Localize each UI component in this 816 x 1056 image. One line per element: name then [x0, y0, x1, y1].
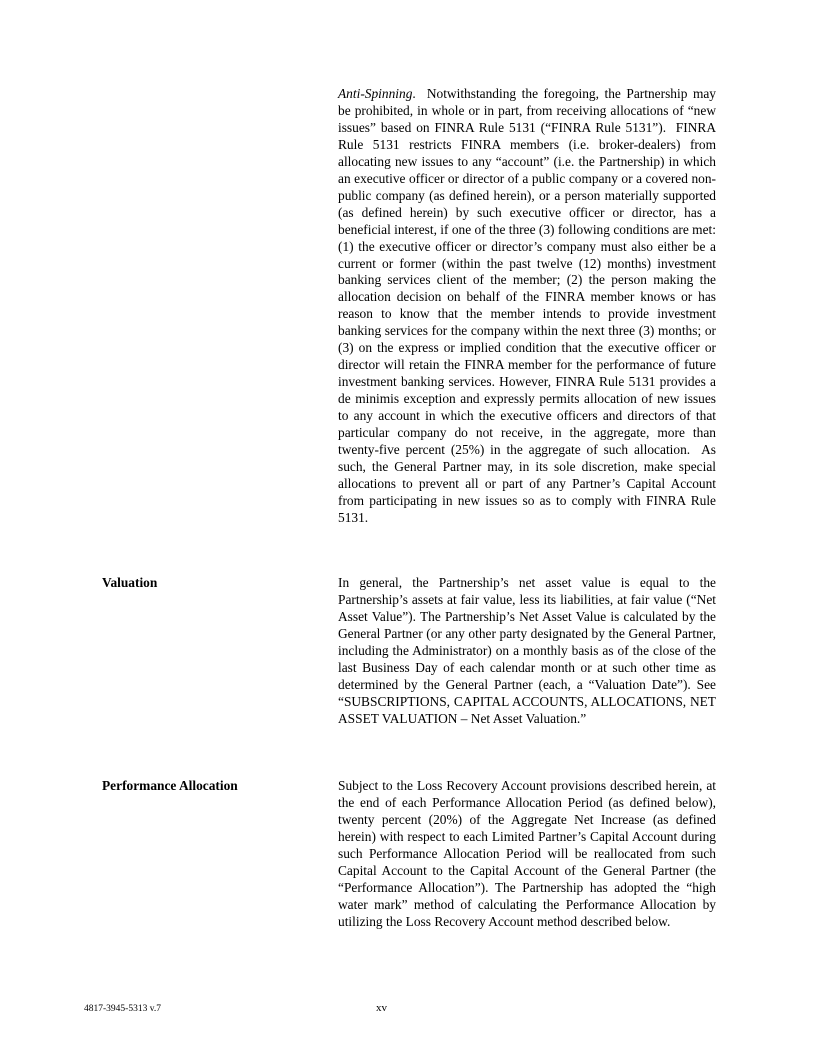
document-id: 4817-3945-5313 v.7	[84, 1004, 161, 1014]
valuation-paragraph: In general, the Partnership’s net asset value is equal to the Partnership’s assets at fair value, less its liabilities, at fair value (“Net Asset Value”). The Partnership’s Net Asset Value is calculated by the General Partner (or any other party designated by the General Partner, including the Administrator) on a monthly basis as of the close of the last Business Day of each calendar month or at such other time as determined by the General Partner (each, a “Valuation Date”). See “SUBSCRIPTIONS, CAPITAL ACCOUNTS, ALLOCATIONS, NET ASSET VALUATION – Net Asset Valuation.”	[338, 575, 716, 726]
anti-spinning-heading: Anti-Spinning	[338, 86, 413, 101]
performance-allocation-label: Performance Allocation	[102, 778, 238, 793]
anti-spinning-paragraph	[338, 86, 723, 527]
anti-spinning-body: Notwithstanding the foregoing, the Partnership may be prohibited, in whole or in part, from receiving allocations of “new issues” based on FINRA Rule 5131 (“FINRA Rule 5131”). FINRA Rule 5131 restricts FINRA members (i.e. broker-dealers) from allocating new issues to any “account” (i.e. the Partnership) in which an executive officer or director of a public company or a covered non-public company (as defined herein), or a person materially supported (as defined herein) by such executive officer or director, has a beneficial interest, if one of the three (3) following conditions are met: (1) the executive officer or director’s company must also either be a current or former (within the past twelve (12) months) investment banking services client of the member; (2) the person making the allocation decision on behalf of the FINRA member knows or has reason to know that the member intends to provide investment banking services for the company within the next three (3) months; or (3) on the express or implied condition that the executive officer or director will retain the FINRA member for the performance of future investment banking services. However, FINRA Rule 5131 provides a de minimis exception and expressly permits allocation of new issues to any account in which the executive officers and directors of that particular company do not receive, in the aggregate, more than twenty-five percent (25%) in the aggregate of such allocation. As such, the General Partner may, in its sole discretion, make special allocations to prevent all or part of any Partner’s Capital Account from participating in new issues so as to comply with FINRA Rule 5131.	[338, 86, 723, 525]
valuation-label: Valuation	[102, 575, 158, 590]
performance-allocation-paragraph: Subject to the Loss Recovery Account provisions described herein, at the end of each Performance Allocation Period (as defined below), twenty percent (20%) of the Aggregate Net Increase (as defined herein) with respect to each Limited Partner’s Capital Account during such Performance Allocation Period will be reallocated from such Capital Account to the Capital Account of the General Partner (the “Performance Allocation”). The Partnership has adopted the “high water mark” method of calculating the Performance Allocation by utilizing the Loss Recovery Account method described below.	[338, 778, 716, 929]
page-number: xv	[376, 1002, 387, 1014]
anti-spinning-heading-punct: .	[412, 86, 416, 101]
